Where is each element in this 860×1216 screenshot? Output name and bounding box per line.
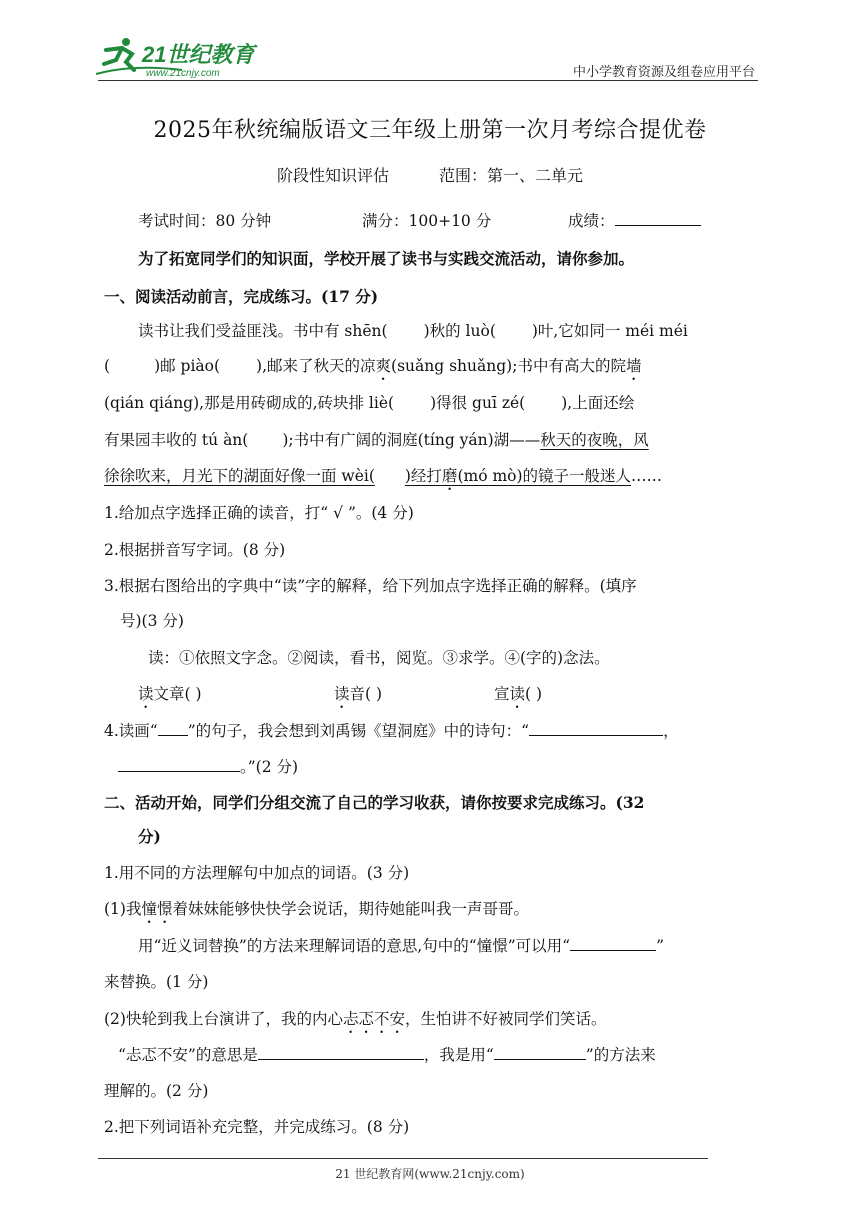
dotted-char: 读 [509, 685, 526, 703]
dictionary-definition: 读：①依照文字念。②阅读，看书，阅览。③求学。④(字的)念法。 [148, 649, 610, 667]
question-2-1: 1.用不同的方法理解句中加点的词语。(3 分) [104, 864, 410, 882]
poem-blank-1[interactable] [529, 721, 663, 736]
passage-text: ),上面还绘 [561, 394, 635, 412]
passage-text: ),邮来了秋天的凉 [256, 357, 376, 375]
passage-line-4 [104, 430, 649, 450]
underlined-sentence: 徐徐吹来，月光下的湖面好像一面 wèi( [104, 467, 375, 485]
dotted-word: 忐忑不安 [342, 1010, 405, 1028]
question-1-3: 3.根据右图给出的字典中“读”字的解释，给下列加点字选择正确的解释。(填序 [104, 577, 637, 595]
dotted-char: 读 [334, 685, 350, 703]
section2-heading: 二、活动开始，同学们分组交流了自己的学习收获，请你按要求完成练习。(32 [104, 793, 645, 812]
method-blank[interactable] [494, 1045, 586, 1060]
dotted-char: 读 [138, 685, 154, 703]
sentence-2-answer: “忐忑不安”的意思是 ，我是用“ ”的方法来 [118, 1046, 656, 1064]
passage-text: (suǎng shuǎng);书中有高大的院 [391, 357, 626, 375]
question-1-4: 4.读画“ ”的句子，我会想到刘禹锡《望洞庭》中的诗句：“ ， [104, 722, 679, 740]
underlined-sentence: (mó mò)的镜子一般迷人 [457, 467, 632, 485]
sentence-1-answer: 用“近义词替换”的方法来理解词语的意思,句中的“憧憬”可以用“ ” [138, 937, 664, 955]
passage-line-3 [104, 393, 634, 413]
sentence-2: (2)快轮到我上台演讲了，我的内心忐忑不安，生怕讲不好被同学们笑话。 [104, 1010, 607, 1028]
question-1-3-cont: 号)(3 分) [120, 612, 184, 630]
sentence-1-answer-cont: 来替换。(1 分) [104, 973, 209, 991]
passage-text: )秋的 luò( [423, 322, 496, 340]
passage-line-1 [138, 321, 688, 341]
dotted-char: 墙 [625, 357, 642, 375]
passage-text: ( [104, 357, 111, 375]
sentence-2-answer-cont: 理解的。(2 分) [104, 1082, 209, 1100]
dotted-char: 爽 [375, 357, 392, 375]
section1-heading: 一、阅读活动前言，完成练习。(17 分) [104, 287, 379, 306]
exam-score: 满分：100+10 分 [362, 212, 492, 230]
header-platform-text: 中小学教育资源及组卷应用平台 [572, 65, 755, 80]
question-1-2: 2.根据拼音写字词。(8 分) [104, 541, 286, 559]
question-2-2: 2.把下列词语补充完整，并完成练习。(8 分) [104, 1118, 410, 1136]
grade-blank[interactable] [615, 211, 701, 226]
synonym-blank[interactable] [570, 936, 656, 951]
poem-blank-2[interactable] [118, 757, 240, 772]
passage-text: 有果园丰收的 tú àn( [104, 431, 249, 449]
q3-item-1: 读文章( ) [138, 685, 202, 703]
passage-text: 读书让我们受益匪浅。书中有 shēn( [138, 322, 388, 340]
svg-text:21世纪教育: 21世纪教育 [142, 42, 255, 67]
question-1-1: 1.给加点字选择正确的读音，打“ √ ”。(4 分) [104, 504, 414, 522]
sentence-1: (1)我憧憬着妹妹能够快快学会说话，期待她能叫我一声哥哥。 [104, 900, 529, 918]
passage-text: (qián qiáng),那是用砖砌成的,砖块排 liè( [104, 394, 395, 412]
subtitle-left: 阶段性知识评估 [276, 166, 389, 185]
dotted-word: 憧憬 [141, 900, 173, 918]
underlined-sentence: 秋天的夜晚，风 [540, 431, 649, 449]
svg-text:www.21cnjy.com: www.21cnjy.com [146, 68, 220, 79]
footer-divider [98, 1158, 708, 1159]
underlined-sentence: )经打 [404, 467, 442, 485]
passage-line-2 [104, 356, 641, 384]
exam-grade [568, 211, 701, 231]
exam-time: 考试时间：80 分钟 [138, 212, 272, 230]
passage-line-5 [104, 466, 662, 494]
section2-heading-cont: 分) [138, 827, 161, 846]
passage-text: );书中有广阔的洞庭(tíng yán)湖—— [282, 431, 541, 449]
underline-mark [158, 721, 188, 736]
footer-text: 21 世纪教育网(www.21cnjy.com) [335, 1167, 525, 1181]
site-logo [92, 34, 272, 80]
page-title: 2025年秋统编版语文三年级上册第一次月考综合提优卷 [153, 118, 707, 143]
passage-text: )邮 piào( [154, 357, 221, 375]
q3-item-2: 读音( ) [334, 685, 383, 703]
grade-label: 成绩： [568, 212, 615, 230]
q3-item-3: 宣读( ) [494, 685, 543, 703]
activity-intro: 为了拓宽同学们的知识面，学校开展了读书与实践交流活动，请你参加。 [138, 249, 635, 268]
header-divider [98, 80, 758, 81]
passage-text: …… [631, 467, 663, 485]
subtitle-right: 范围：第一、二单元 [439, 166, 584, 185]
passage-text: )得很 guī zé( [430, 394, 526, 412]
page-subtitle [0, 163, 860, 186]
meaning-blank[interactable] [258, 1045, 424, 1060]
dotted-char: 磨 [441, 467, 458, 485]
question-1-4-cont: 。”(2 分) [118, 757, 298, 777]
passage-text: )叶,它如同一 méi méi [531, 322, 688, 340]
